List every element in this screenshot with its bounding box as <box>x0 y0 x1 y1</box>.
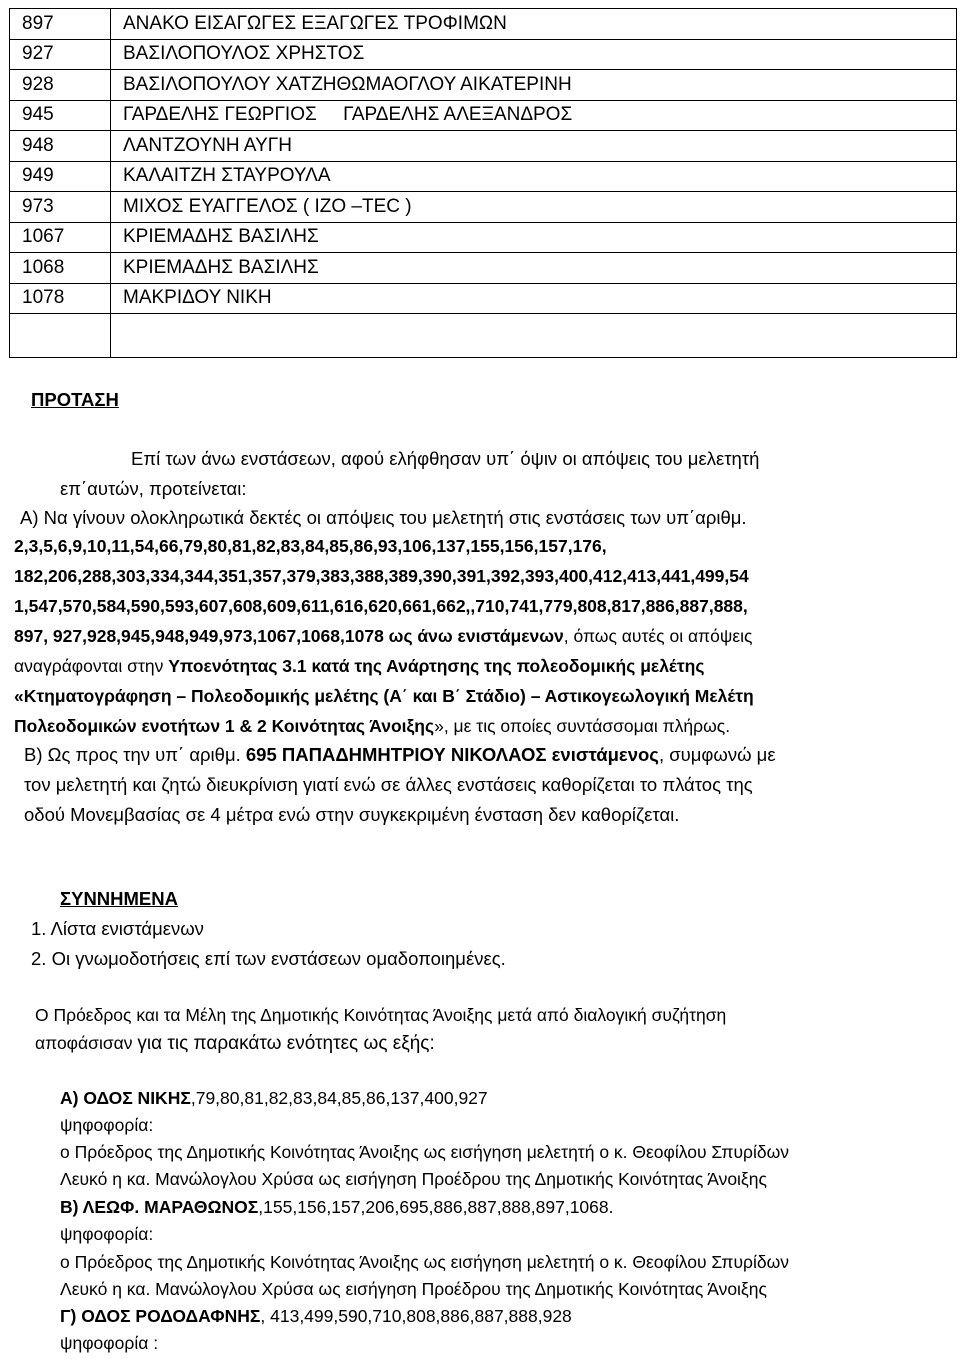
row-name: ΚΑΛΑΙΤΖΗ ΣΤΑΥΡΟΥΛΑ <box>111 161 957 192</box>
numbers-line-4-rest: , όπως αυτές οι απόψεις <box>563 626 753 646</box>
row-name: ΚΡΙΕΜΑΔΗΣ ΒΑΣΙΛΗΣ <box>111 253 957 284</box>
table-row <box>10 39 957 70</box>
option-b-line-3: οδού Μονεμβασίας σε 4 μέτρα ενώ στην συγκεκριμένη ένσταση δεν καθορίζεται. <box>24 804 680 825</box>
row-name: ΒΑΣΙΛΟΠΟΥΛΟΣ ΧΡΗΣΤΟΣ <box>111 39 957 70</box>
row-number: 927 <box>10 39 111 70</box>
row-number: 1067 <box>10 222 111 253</box>
section-a-nums: ,79,80,81,82,83,84,85,86,137,400,927 <box>190 1088 488 1108</box>
table-row <box>10 283 957 314</box>
row-number: 945 <box>10 100 111 131</box>
line-7-rest: », με τις οποίες συντάσσομαι πλήρως. <box>434 716 731 736</box>
row-number: 949 <box>10 161 111 192</box>
table-row <box>10 100 957 131</box>
decision-line-2a: αποφάσισαν <box>35 1033 138 1053</box>
row-name: ΜΙΧΟΣ ΕΥΑΓΓΕΛΟΣ ( ΙΖΟ –ΤΕC ) <box>111 192 957 223</box>
table-row-empty <box>10 314 957 358</box>
decision-line-1: Ο Πρόεδρος και τα Μέλη της Δημοτικής Κοινότητας Άνοιξης μετά από διαλογική συζήτηση <box>35 1005 727 1025</box>
vote-label-a: ψηφοφορία: <box>60 1115 154 1135</box>
section-c-title: Γ) ΟΔΟΣ ΡΟΔΟΔΑΦΝΗΣ <box>60 1306 261 1326</box>
table-row <box>10 131 957 162</box>
attachment-2: 2. Οι γνωμοδοτήσεις επί των ενστάσεων ομαδοποιημένες. <box>31 948 506 969</box>
table-row <box>10 222 957 253</box>
vote-b-line-2: Λευκό η κα. Μανώλογλου Χρύσα ως εισήγηση Προέδρου της Δημοτικής Κοινότητας Άνοιξης <box>60 1279 767 1299</box>
option-a-line: Α) Να γίνουν ολοκληρωτικά δεκτές οι απόψεις του μελετητή στις ενστάσεις των υπ΄αριθμ. <box>20 507 747 528</box>
vote-a-line-2: Λευκό η κα. Μανώλογλου Χρύσα ως εισήγηση Προέδρου της Δημοτικής Κοινότητας Άνοιξης <box>60 1169 767 1189</box>
empty-cell <box>111 314 957 358</box>
row-number: 928 <box>10 70 111 101</box>
vote-label-b: ψηφοφορία: <box>60 1224 154 1244</box>
numbers-line-1: 2,3,5,6,9,10,11,54,66,79,80,81,82,83,84,85,86,93,106,137,155,156,157,176, <box>14 536 607 556</box>
section-a-title: Α) ΟΔΟΣ ΝΙΚΗΣ <box>60 1088 191 1108</box>
line-7 <box>14 715 730 737</box>
row-name: ΜΑΚΡΙΔΟΥ ΝΙΚΗ <box>111 283 957 314</box>
table-row <box>10 161 957 192</box>
option-b-normal: Β) Ως προς την υπ΄ αριθμ. <box>24 744 246 765</box>
table-row <box>10 192 957 223</box>
protasi-heading: ΠΡΟΤΑΣΗ <box>31 389 119 410</box>
line-7-bold: Πολεοδομικών ενοτήτων 1 & 2 Κοινότητας Άνοιξης <box>14 716 435 736</box>
section-c-line <box>60 1305 572 1327</box>
numbers-line-2: 182,206,288,303,334,344,351,357,379,383,388,389,390,391,392,393,400,412,413,441,499,54 <box>14 566 749 586</box>
option-b-bold: 695 ΠΑΠΑΔΗΜΗΤΡΙΟΥ ΝΙΚΟΛΑΟΣ ενιστάμενος <box>245 744 659 765</box>
table-row <box>10 253 957 284</box>
objectors-table <box>9 8 957 358</box>
vote-a-line-1: ο Πρόεδρος της Δημοτικής Κοινότητας Άνοιξης ως εισήγηση μελετητή ο κ. Θεοφίλου Σπυρίδων <box>60 1142 790 1162</box>
line-5-bold: Υποενότητας 3.1 κατά της Ανάρτησης της πολεοδομικής μελέτης <box>168 656 705 676</box>
section-b-title: Β) ΛΕΩΦ. ΜΑΡΑΘΩΝΟΣ <box>60 1197 259 1217</box>
decision-line-2 <box>35 1032 435 1055</box>
numbers-line-4-bold: 897, 927,928,945,948,949,973,1067,1068,1078 ως άνω ενιστάμενων <box>14 626 564 646</box>
synnimena-heading: ΣΥΝΝΗΜΕΝΑ <box>60 888 178 909</box>
numbers-line-4 <box>14 625 752 647</box>
row-name: ΚΡΙΕΜΑΔΗΣ ΒΑΣΙΛΗΣ <box>111 222 957 253</box>
intro-line-2: επ΄αυτών, προτείνεται: <box>60 478 247 499</box>
section-b-nums: ,155,156,157,206,695,886,887,888,897,1068. <box>258 1197 614 1217</box>
line-5 <box>14 655 704 677</box>
vote-label-c: ψηφοφορία : <box>60 1333 159 1353</box>
table-row <box>10 70 957 101</box>
row-number: 1068 <box>10 253 111 284</box>
section-a-line <box>60 1087 488 1109</box>
section-b-line <box>60 1196 614 1218</box>
option-b-line-1 <box>24 744 776 766</box>
line-5-normal: αναγράφονται στην <box>14 656 169 676</box>
attachment-1: 1. Λίστα ενιστάμενων <box>31 918 204 939</box>
section-c-nums: , 413,499,590,710,808,886,887,888,928 <box>260 1306 572 1326</box>
vote-b-line-1: ο Πρόεδρος της Δημοτικής Κοινότητας Άνοιξης ως εισήγηση μελετητή ο κ. Θεοφίλου Σπυρίδων <box>60 1252 790 1272</box>
row-name: ΒΑΣΙΛΟΠΟΥΛΟΥ ΧΑΤΖΗΘΩΜΑΟΓΛΟΥ ΑΙΚΑΤΕΡΙΝΗ <box>111 70 957 101</box>
row-name: ΓΑΡΔΕΛΗΣ ΓΕΩΡΓΙΟΣ ΓΑΡΔΕΛΗΣ ΑΛΕΞΑΝΔΡΟΣ <box>111 100 957 131</box>
row-number: 973 <box>10 192 111 223</box>
row-name: ΑΝΑΚΟ ΕΙΣΑΓΩΓΕΣ ΕΞΑΓΩΓΕΣ ΤΡΟΦΙΜΩΝ <box>111 9 957 40</box>
option-b-line-2: τον μελετητή και ζητώ διευκρίνιση γιατί ενώ σε άλλες ενστάσεις καθορίζεται το πλάτος της <box>24 774 753 795</box>
row-number: 897 <box>10 9 111 40</box>
decision-line-2b: για τις παρακάτω ενότητες ως εξής: <box>137 1033 435 1054</box>
option-b-rest: , συμφωνώ με <box>658 744 776 765</box>
row-name: ΛΑΝΤΖΟΥΝΗ ΑΥΓΗ <box>111 131 957 162</box>
line-6: «Κτηματογράφηση – Πολεοδομικής μελέτης (Α΄ και Β΄ Στάδιο) – Αστικογεωλογική Μελέτη <box>14 686 754 706</box>
row-number: 1078 <box>10 283 111 314</box>
numbers-line-3: 1,547,570,584,590,593,607,608,609,611,616,620,661,662,,710,741,779,808,817,886,887,888, <box>14 596 748 616</box>
row-number: 948 <box>10 131 111 162</box>
table-row <box>10 9 957 40</box>
intro-line-1: Επί των άνω ενστάσεων, αφού ελήφθησαν υπ΄ όψιν οι απόψεις του μελετητή <box>131 448 760 469</box>
empty-cell <box>10 314 111 358</box>
